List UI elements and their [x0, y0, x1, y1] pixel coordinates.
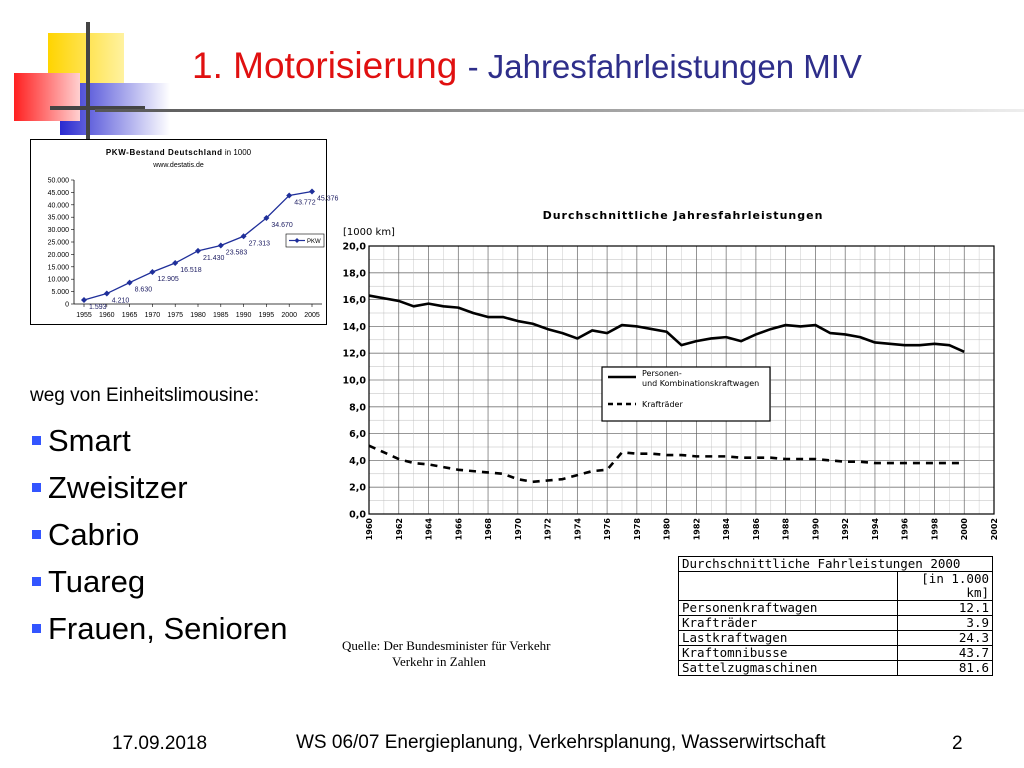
bullet-item: Cabrio — [30, 511, 340, 558]
chart-subtitle: www.destatis.de — [153, 162, 204, 169]
x-tick-label: 1966 — [454, 518, 464, 541]
bullet-intro: weg von Einheitslimousine: — [30, 385, 260, 406]
x-tick-label: 1984 — [722, 518, 732, 541]
chart-title-suffix: in 1000 — [222, 148, 252, 157]
y-tick-label: 30.000 — [47, 227, 69, 235]
data-label: 1.593 — [89, 304, 107, 312]
y-tick-label: 5.000 — [51, 289, 69, 297]
y-tick-label: 20.000 — [47, 251, 69, 259]
data-label: 34.670 — [271, 222, 293, 230]
x-tick-label: 1955 — [76, 312, 92, 319]
chart-title — [106, 148, 252, 157]
page-title — [192, 46, 862, 87]
data-label: 4.210 — [111, 297, 130, 305]
data-label: 12.905 — [157, 275, 179, 283]
x-tick-label: 1996 — [900, 518, 910, 541]
data-label: 21.430 — [203, 254, 225, 262]
y-tick-label: 10.000 — [47, 276, 69, 284]
table-row — [679, 631, 993, 646]
legend-box — [602, 367, 770, 421]
y-tick-label: 14,0 — [342, 321, 366, 333]
bullet-section — [30, 385, 340, 652]
x-tick-label: 1990 — [811, 518, 821, 541]
table-row — [679, 661, 993, 676]
data-label: 23.583 — [225, 249, 248, 257]
chart-title: Durchschnittliche Jahresfahrleistungen — [542, 209, 824, 222]
x-tick-label: 1968 — [484, 518, 494, 541]
table-cell-name: Lastkraftwagen — [679, 631, 898, 646]
legend-label-line: Personen- — [642, 369, 682, 378]
x-tick-label: 1962 — [394, 518, 404, 541]
footer-course: WS 06/07 Energieplanung, Verkehrsplanung, Wasserwirtschaft — [296, 732, 826, 753]
x-tick-label: 2000 — [960, 518, 970, 541]
x-tick-label: 1986 — [751, 518, 761, 541]
y-tick-label: 18,0 — [342, 268, 366, 280]
title-sub: - Jahresfahrleistungen MIV — [467, 48, 862, 85]
x-tick-label: 1964 — [424, 518, 434, 541]
table-unit-spacer — [679, 572, 898, 601]
x-tick-label: 1985 — [213, 312, 229, 319]
footer-date: 17.09.2018 — [112, 733, 208, 754]
y-tick-label: 35.000 — [47, 214, 69, 222]
x-tick-label: 1988 — [781, 518, 791, 541]
legend-label: PKW — [307, 239, 321, 245]
y-tick-label: 40.000 — [47, 202, 69, 210]
y-tick-label: 0,0 — [349, 509, 366, 521]
chart-title-main: PKW-Bestand Deutschland — [105, 148, 223, 157]
y-tick-label: 2,0 — [349, 482, 366, 494]
x-tick-label: 1990 — [235, 312, 252, 319]
table-cell-name: Kraftomnibusse — [679, 646, 898, 661]
title-main: 1. Motorisierung — [192, 45, 458, 86]
table-row — [679, 616, 993, 631]
table-cell-name: Personenkraftwagen — [679, 601, 898, 616]
y-tick-label: 12,0 — [342, 348, 366, 360]
y-axis-label: [1000 km] — [343, 227, 395, 238]
x-tick-label: 1995 — [258, 312, 275, 319]
table-cell-value: 43.7 — [898, 646, 993, 661]
x-tick-label: 1975 — [167, 312, 183, 319]
x-tick-label: 1960 — [365, 518, 374, 541]
table-unit: [in 1.000 km] — [898, 572, 993, 601]
table-cell-name: Krafträder — [679, 616, 898, 631]
table-row — [679, 646, 993, 661]
x-tick-label: 1976 — [603, 518, 613, 541]
y-tick-label: 6,0 — [349, 429, 366, 441]
pkw-bestand-chart — [30, 139, 339, 325]
data-label: 27.313 — [248, 240, 271, 248]
bullet-item: Smart — [30, 417, 340, 464]
x-tick-label: 2005 — [304, 312, 320, 319]
x-tick-label: 2000 — [281, 312, 297, 319]
y-tick-label: 10,0 — [342, 375, 366, 387]
x-tick-label: 1960 — [99, 312, 115, 319]
y-tick-label: 25.000 — [47, 239, 69, 247]
decorative-logo — [0, 0, 200, 150]
x-tick-label: 1974 — [573, 518, 583, 541]
x-tick-label: 1978 — [632, 518, 642, 541]
table-cell-value: 12.1 — [898, 601, 993, 616]
table-cell-value: 81.6 — [898, 661, 993, 676]
x-tick-label: 1982 — [692, 518, 702, 541]
table-cell-value: 24.3 — [898, 631, 993, 646]
y-tick-label: 4,0 — [349, 455, 366, 467]
data-label: 43.772 — [294, 199, 316, 207]
x-tick-label: 1970 — [144, 312, 161, 319]
legend-label-kraftraeder: Krafträder — [642, 400, 683, 409]
y-tick-label: 0 — [65, 301, 69, 309]
x-tick-label: 1965 — [121, 312, 138, 319]
table-cell-name: Sattelzugmaschinen — [679, 661, 898, 676]
x-tick-label: 1970 — [513, 518, 523, 541]
jahresfahrleistungen-chart — [338, 203, 1004, 543]
x-tick-label: 1998 — [930, 518, 940, 541]
bullet-item: Zweisitzer — [30, 464, 340, 511]
table-caption: Durchschnittliche Fahrleistungen 2000 — [679, 557, 993, 572]
y-tick-label: 8,0 — [349, 402, 366, 414]
x-tick-label: 1992 — [841, 518, 851, 541]
source-line-2: Verkehr in Zahlen — [392, 654, 486, 669]
y-tick-label: 45.000 — [47, 189, 69, 197]
bullet-list — [30, 417, 340, 652]
y-tick-label: 20,0 — [342, 241, 366, 253]
x-tick-label: 1980 — [190, 312, 206, 319]
y-tick-label: 15.000 — [47, 264, 69, 272]
data-label: 45.376 — [317, 195, 339, 203]
y-tick-label: 50.000 — [47, 177, 69, 185]
footer-page-number: 2 — [952, 733, 963, 754]
title-divider — [95, 109, 1024, 112]
data-label: 16.518 — [180, 267, 202, 275]
bullet-item: Frauen, Senioren — [30, 605, 340, 652]
x-tick-label: 1994 — [870, 518, 880, 541]
x-tick-label: 1972 — [543, 518, 553, 541]
y-tick-label: 16,0 — [342, 295, 366, 307]
x-tick-label: 2002 — [990, 518, 999, 541]
legend-label-line: und Kombinationskraftwagen — [642, 379, 760, 388]
x-tick-label: 1980 — [662, 518, 672, 541]
table-row — [679, 601, 993, 616]
table-cell-value: 3.9 — [898, 616, 993, 631]
data-label: 8.630 — [134, 286, 153, 294]
bullet-item: Tuareg — [30, 558, 340, 605]
source-note — [342, 638, 550, 670]
fahrleistungen-table — [678, 556, 993, 676]
source-line-1: Quelle: Der Bundesminister für Verkehr — [342, 638, 551, 653]
